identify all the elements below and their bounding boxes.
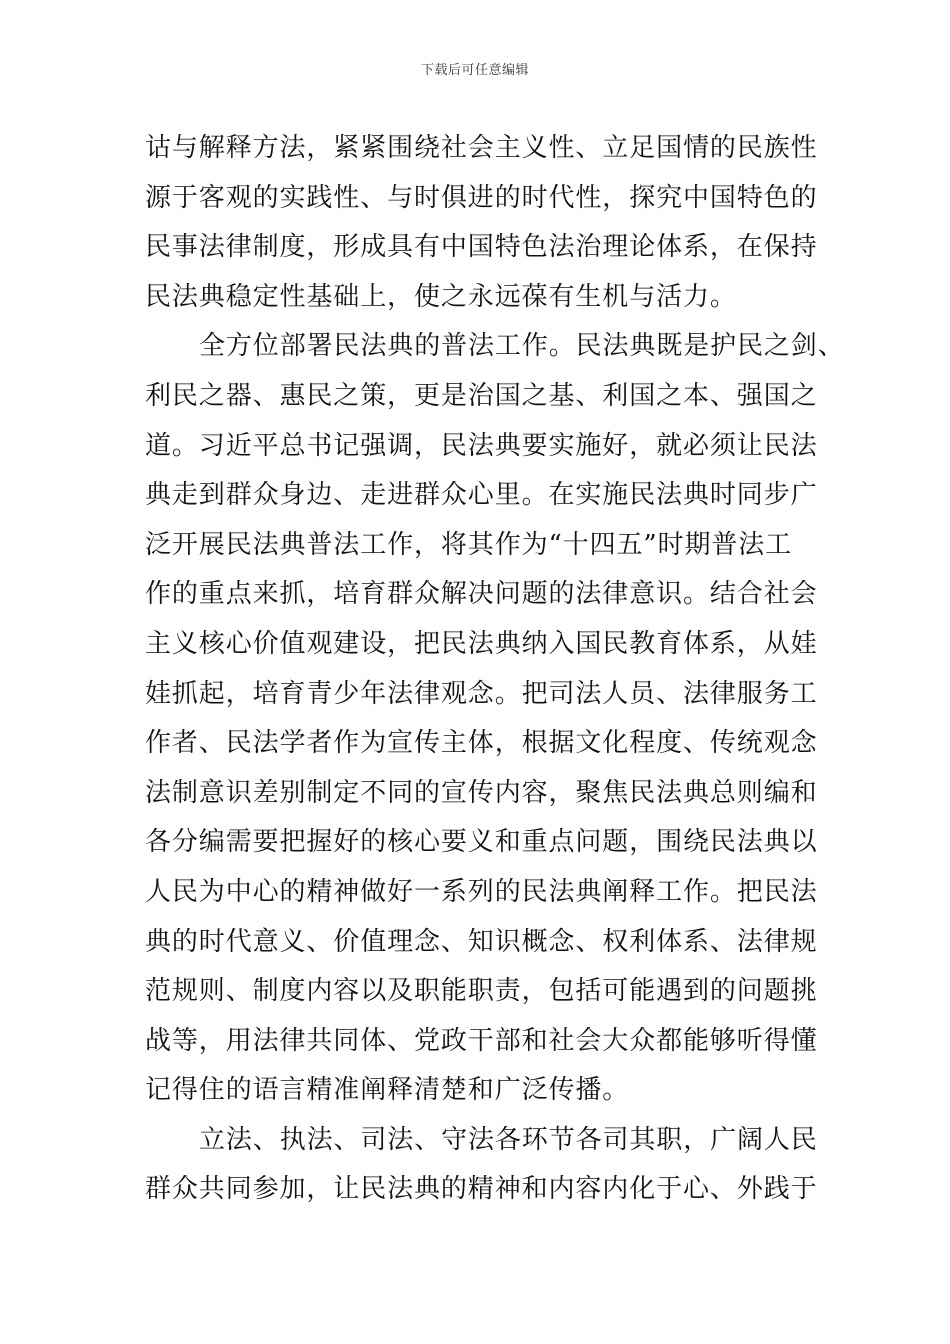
text-line: 记得住的语言精准阐释清楚和广泛传播。: [145, 1075, 630, 1106]
text-line: 作的重点来抓，培育群众解决问题的法律意识。结合社会: [145, 579, 818, 610]
text-line: 战等，用法律共同体、党政干部和社会大众都能够听得懂: [145, 1025, 818, 1056]
text-line: 人民为中心的精神做好一系列的民法典阐释工作。把民法: [145, 876, 818, 907]
document-body: [145, 124, 845, 1215]
text-line: 典走到群众身边、走进群众心里。在实施民法典时同步广: [145, 480, 818, 511]
text-line: 群众共同参加，让民法典的精神和内容内化于心、外践于: [145, 1174, 818, 1205]
text-line: 利民之器、惠民之策，更是治国之基、利国之本、强国之: [145, 380, 818, 411]
text-line: 作者、民法学者作为宣传主体，根据文化程度、传统观念: [145, 728, 818, 759]
text-line: 源于客观的实践性、与时俱进的时代性，探究中国特色的: [145, 182, 818, 213]
text-line: 主义核心价值观建设，把民法典纳入国民教育体系，从娃: [145, 628, 818, 659]
text-line: 民法典稳定性基础上，使之永远葆有生机与活力。: [145, 281, 737, 312]
text-line: 法制意识差别制定不同的宣传内容，聚焦民法典总则编和: [145, 777, 818, 808]
text-line: 范规则、制度内容以及职能职责，包括可能遇到的问题挑: [145, 976, 818, 1007]
paragraph-first-line: 全方位部署民法典的普法工作。民法典既是护民之剑、: [199, 331, 845, 362]
text-line: 诂与解释方法，紧紧围绕社会主义性、立足国情的民族性: [145, 133, 818, 163]
page-header: 下载后可任意编辑: [420, 63, 529, 78]
text-line: 民事法律制度，形成具有中国特色法治理论体系，在保持: [145, 232, 818, 263]
text-line: 娃抓起，培育青少年法律观念。把司法人员、法律服务工: [145, 678, 818, 709]
text-line: 各分编需要把握好的核心要义和重点问题，围绕民法典以: [145, 827, 818, 858]
paragraph-first-line: 立法、执法、司法、守法各环节各司其职，广阔人民: [199, 1124, 818, 1155]
text-line: 泛开展民法典普法工作，将其作为“十四五”时期普法工: [145, 529, 793, 560]
text-line: 典的时代意义、价值理念、知识概念、权利体系、法律规: [145, 926, 818, 957]
text-line: 道。习近平总书记强调，民法典要实施好，就必须让民法: [145, 430, 818, 461]
